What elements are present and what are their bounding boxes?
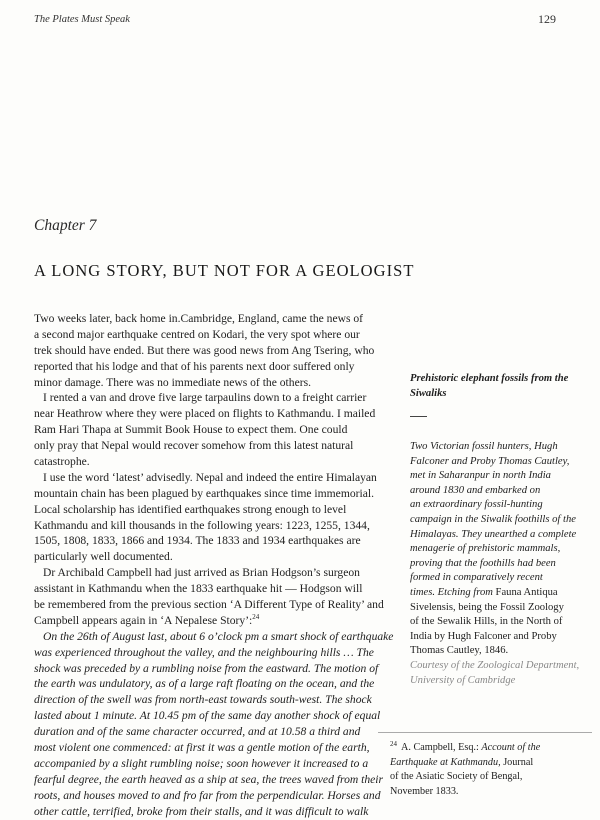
footnote-title: Account of the xyxy=(481,742,541,753)
caption-line: campaign in the Siwalik foothills of the xyxy=(410,513,576,525)
body-line: reported that his lodge and that of his parents next door suffered only xyxy=(34,359,355,373)
quote-line: direction of the swell was from north-east towards south-west. The shock xyxy=(34,693,372,707)
quote-line: accompanied by a slight rumbling noise; soon however it increased to a xyxy=(34,756,369,770)
footnote-text: Journal xyxy=(503,756,534,768)
chapter-label: Chapter 7 xyxy=(34,217,97,234)
credit-line: University of Cambridge xyxy=(410,674,516,686)
body-line: I use the word ‘latest’ advisedly. Nepal and indeed the entire Himalayan xyxy=(43,470,377,484)
footnote-number: 24 xyxy=(390,739,397,748)
etching-label: Etching from xyxy=(437,586,493,598)
caption-body xyxy=(410,440,592,688)
footnote-line: of the Asiatic Society of Bengal, xyxy=(390,771,523,783)
body-line: Dr Archibald Campbell had just arrived as Brian Hodgson’s surgeon xyxy=(43,566,360,580)
body-text xyxy=(34,311,394,820)
footnote-divider xyxy=(378,732,592,733)
quote-line: On the 26th of August last, about 6 o’clock pm a smart shock of earthquake xyxy=(43,629,394,643)
page-number: 129 xyxy=(538,12,556,26)
body-line: Kathmandu and kill thousands in the following years: 1223, 1255, 1344, xyxy=(34,518,370,532)
body-line: catastrophe. xyxy=(34,455,90,469)
caption-line: met in Saharanpur in north India xyxy=(410,470,551,482)
body-line: Local scholarship has identified earthquakes strong enough to level xyxy=(34,502,347,516)
body-line: be remembered from the previous section ‘A Different Type of Reality’ and xyxy=(34,598,384,612)
footnote-reference[interactable]: 24 xyxy=(252,613,260,622)
caption-line: an extraordinary fossil-hunting xyxy=(410,499,543,511)
body-line: I rented a van and drove five large tarpaulins down to a freight carrier xyxy=(43,391,367,405)
quote-line: roots, and houses moved to and fro far from the perpendicular. Horses and xyxy=(34,788,381,802)
footnote-line: November 1833. xyxy=(390,785,459,797)
caption-line: Falconer and Proby Thomas Cautley, xyxy=(410,455,570,467)
caption-divider xyxy=(410,416,427,417)
footnote-line xyxy=(390,756,590,771)
quote-line: the earth was undulatory, as of a large raft floating on the ocean, and the xyxy=(34,677,375,691)
etching-line: Sivelensis, being the Fossil Zoology xyxy=(410,601,564,613)
body-line: a second major earthquake centred on Kodari, the very spot where our xyxy=(34,327,360,341)
chapter-title: A LONG STORY, BUT NOT FOR A GEOLOGIST xyxy=(34,261,415,280)
etching-line: Thomas Cautley, 1846. xyxy=(410,645,509,657)
footnote xyxy=(390,741,590,799)
caption-line: Himalayas. They unearthed a complete xyxy=(410,528,577,540)
body-line-text: Campbell appears again in ‘A Nepalese Story’: xyxy=(34,613,253,627)
body-line: particularly well documented. xyxy=(34,550,173,564)
caption-heading xyxy=(410,372,592,401)
quote-line: lasted about 1 minute. At 10.45 pm of the same day another shock of equal xyxy=(34,709,381,723)
caption-line: proving that the foothills had been xyxy=(410,557,556,569)
body-line: mountain chain has been plagued by earthquakes since time immemorial. xyxy=(34,486,374,500)
caption-line xyxy=(410,586,592,601)
etching-title: Fauna Antiqua xyxy=(495,586,558,598)
body-line: trek should have ended. But there was good news from Ang Tsering, who xyxy=(34,343,375,357)
footnote-author: A. Campbell, Esq.: xyxy=(401,742,479,753)
caption-line: Two Victorian fossil hunters, Hugh xyxy=(410,441,558,452)
running-head: The Plates Must Speak xyxy=(34,14,130,25)
body-line xyxy=(34,613,394,629)
body-line: 1505, 1808, 1833, 1866 and 1934. The 1833 and 1934 earthquakes are xyxy=(34,534,361,548)
caption-line: formed in comparatively recent xyxy=(410,572,543,584)
quote-line: other cattle, terrified, broke from their stalls, and it was difficult to walk xyxy=(34,804,369,818)
body-line: only pray that Nepal would recover somehow from this latest natural xyxy=(34,439,354,453)
body-line: minor damage. There was no immediate news of the others. xyxy=(34,375,311,389)
quote-line: fearful degree, the earth heaved as a ship at sea, the trees waved from their xyxy=(34,772,384,786)
quote-line: duration and of the same character occurred, and at 10.58 a third and xyxy=(34,725,361,739)
credit-line: Courtesy of the Zoological Department, xyxy=(410,659,580,671)
caption-line: menagerie of prehistoric mammals, xyxy=(410,543,561,555)
quote-line: most violent one commenced: at first it was a gentle motion of the earth, xyxy=(34,741,370,755)
body-line: near Heathrow where they were placed on flights to Kathmandu. I mailed xyxy=(34,407,376,421)
footnote-line xyxy=(390,741,590,756)
quote-line: was experienced throughout the valley, and the neighbouring hills … The xyxy=(34,645,374,659)
body-line: assistant in Kathmandu when the 1833 earthquake hit — Hodgson will xyxy=(34,582,363,596)
footnote-title: Earthquake at Kathmandu, xyxy=(390,756,501,768)
caption-heading-line: Siwaliks xyxy=(410,387,447,399)
body-line: Ram Hari Thapa at Summit Book House to expect them. One could xyxy=(34,423,348,437)
body-line: Two weeks later, back home in.Cambridge, England, came the news of xyxy=(34,312,364,325)
caption-line: around 1830 and embarked on xyxy=(410,484,541,496)
caption-line-text: times. xyxy=(410,586,436,598)
quote-line: shock was preceded by a rumbling noise from the eastward. The motion of xyxy=(34,661,379,675)
etching-line: of the Sewalik Hills, in the North of xyxy=(410,616,563,628)
caption-heading-line: Prehistoric elephant fossils from the xyxy=(410,373,569,384)
etching-line: India by Hugh Falconer and Proby xyxy=(410,630,557,642)
